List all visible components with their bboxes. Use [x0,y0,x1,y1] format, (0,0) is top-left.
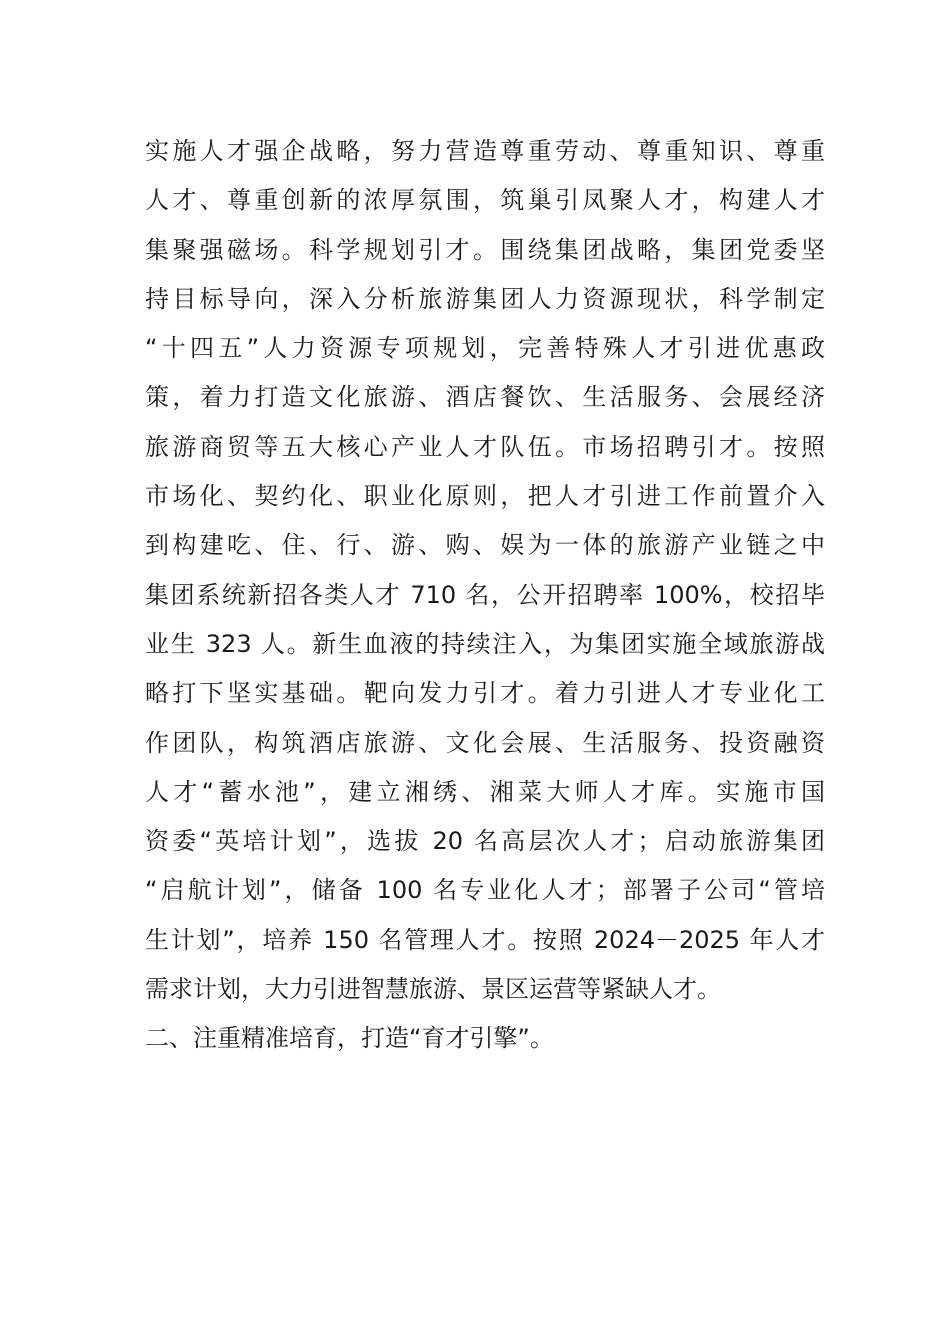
paragraph-line-9: 到构建吃、住、行、游、购、娱为一体的旅游产业链之中 [145,531,825,560]
paragraph-line-14: 人才“蓄水池”，建立湘绣、湘菜大师人才库。实施市国 [145,777,825,806]
paragraph-line-1: 实施人才强企战略，努力营造尊重劳动、尊重知识、尊重 [145,137,825,165]
paragraph-line-16: “启航计划”，储备 100 名专业化人才；部署子公司“管培 [145,876,825,905]
paragraph-line-7: 旅游商贸等五大核心产业人才队伍。市场招聘引才。按照 [145,432,825,461]
section-heading: 二、注重精准培育，打造“育才引擎”。 [145,1024,554,1053]
paragraph-line-8: 市场化、契约化、职业化原则，把人才引进工作前置介入 [145,482,825,511]
paragraph-line-12: 略打下坚实基础。靶向发力引才。着力引进人才专业化工 [145,679,825,708]
paragraph-line-2: 人才、尊重创新的浓厚氛围，筑巢引凤聚人才，构建人才 [145,186,825,215]
paragraph-line-13: 作团队，构筑酒店旅游、文化会展、生活服务、投资融资 [145,728,825,757]
paragraph-line-6: 策，着力打造文化旅游、酒店餐饮、生活服务、会展经济 [145,383,825,412]
body-text [145,127,825,1064]
paragraph-line-18: 需求计划，大力引进智慧旅游、景区运营等紧缺人才。 [145,975,721,1004]
paragraph-line-5: “十四五”人力资源专项规划，完善特殊人才引进优惠政 [145,334,825,363]
paragraph-line-15: 资委“英培计划”，选拔 20 名高层次人才；启动旅游集团 [145,827,825,856]
paragraph-line-17: 生计划”，培养 150 名管理人才。按照 2024－2025 年人才 [145,925,825,954]
paragraph-line-10: 集团系统新招各类人才 710 名，公开招聘率 100%，校招毕 [145,580,825,609]
paragraph-line-4: 持目标导向，深入分析旅游集团人力资源现状，科学制定 [145,284,825,313]
paragraph-line-3: 集聚强磁场。科学规划引才。围绕集团战略，集团党委坚 [145,235,825,264]
paragraph-line-11: 业生 323 人。新生血液的持续注入，为集团实施全域旅游战 [145,629,825,658]
